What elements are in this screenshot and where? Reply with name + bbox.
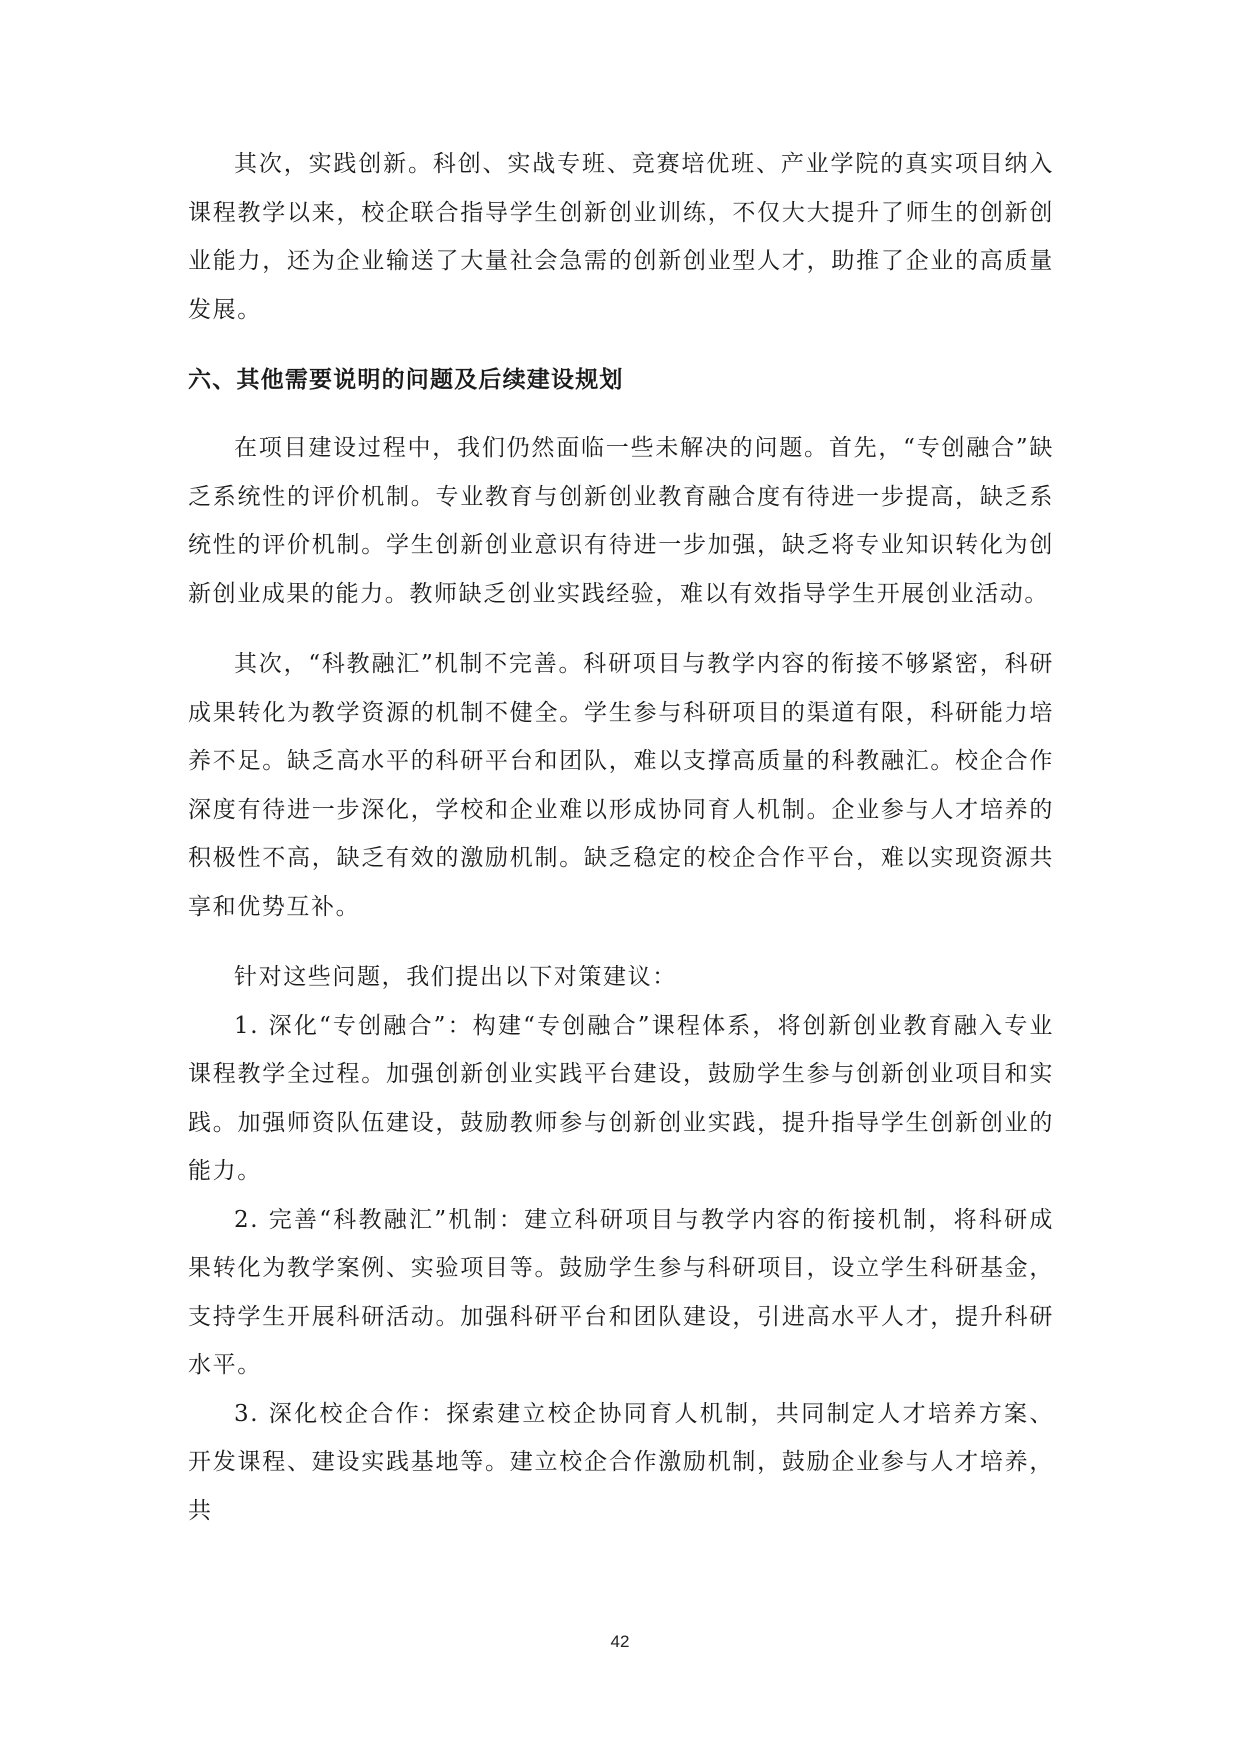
paragraph-problem-2: 其次，“科教融汇”机制不完善。科研项目与教学内容的衔接不够紧密，科研成果转化为教学资源的机制不健全。学生参与科研项目的渠道有限，科研能力培养不足。缺乏高水平的科研平台和团队，难以支撑高质量的科教融汇。校企合作深度有待进一步深化，学校和企业难以形成协同育人机制。企业参与人才培养的积极性不高，缺乏有效的激励机制。缺乏稳定的校企合作平台，难以实现资源共享和优势互补。 [188, 651, 1054, 920]
suggestion-item-2: 2. 完善“科教融汇”机制：建立科研项目与教学内容的衔接机制，将科研成果转化为教学案例、实验项目等。鼓励学生参与科研项目，设立学生科研基金，支持学生开展科研活动。加强科研平台和团队建设，引进高水平人才，提升科研水平。 [188, 1206, 1054, 1378]
section-heading: 六、其他需要说明的问题及后续建设规划 [188, 367, 624, 393]
paragraph-suggestions-intro: 针对这些问题，我们提出以下对策建议： [234, 964, 677, 990]
suggestion-item-3: 3. 深化校企合作：探索建立校企协同育人机制，共同制定人才培养方案、开发课程、建设实践基地等。建立校企合作激励机制，鼓励企业参与人才培养，共 [188, 1400, 1054, 1524]
paragraph-practice-innovation: 其次，实践创新。科创、实战专班、竞赛培优班、产业学院的真实项目纳入课程教学以来，校企联合指导学生创新创业训练，不仅大大提升了师生的创新创业能力，还为企业输送了大量社会急需的创新创业型人才，助推了企业的高质量发展。 [188, 151, 1054, 323]
document-body [188, 140, 1054, 1535]
page-number: 42 [610, 1632, 630, 1651]
paragraph-problem-1: 在项目建设过程中，我们仍然面临一些未解决的问题。首先，“专创融合”缺乏系统性的评价机制。专业教育与创新创业教育融合度有待进一步提高，缺乏系统性的评价机制。学生创新创业意识有待进一步加强，缺乏将专业知识转化为创新创业成果的能力。教师缺乏创业实践经验，难以有效指导学生开展创业活动。 [188, 435, 1054, 607]
suggestion-item-1: 1. 深化“专创融合”：构建“专创融合”课程体系，将创新创业教育融入专业课程教学全过程。加强创新创业实践平台建设，鼓励学生参与创新创业项目和实践。加强师资队伍建设，鼓励教师参与创新创业实践，提升指导学生创新创业的能力。 [188, 1012, 1054, 1184]
